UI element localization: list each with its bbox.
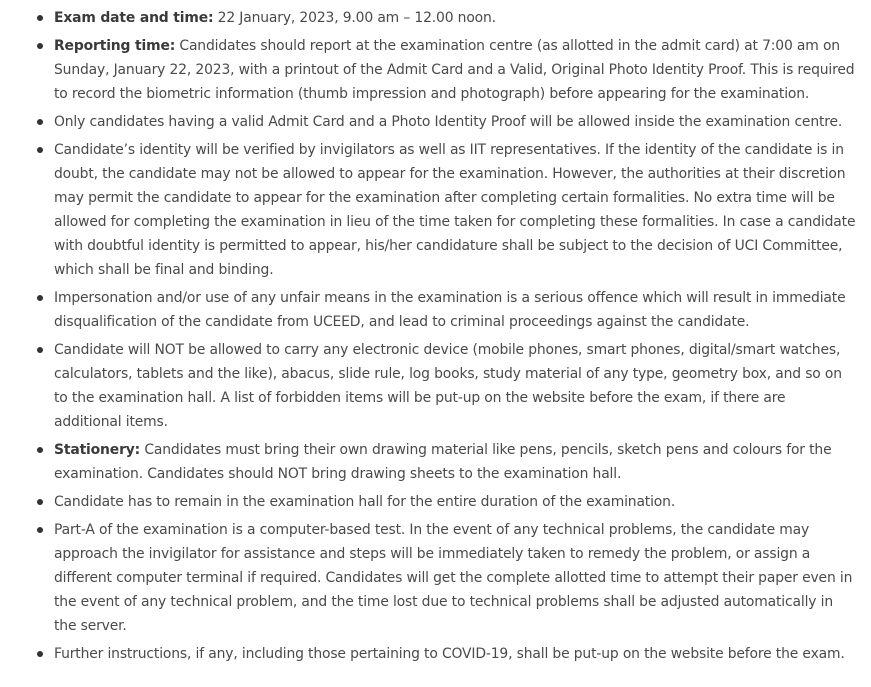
- item-text: Impersonation and/or use of any unfair means in the examination is a serious offence which will result in immediate disqualification of the candidate from UCEED, and lead to criminal proceedings against the candidate.: [54, 290, 846, 330]
- item-text: Candidates should report at the examination centre (as allotted in the admit card) at 7:00 am on Sunday, January 22, 2023, with a printout of the Admit Card and a Valid, Original Photo Identity Proof. This is required to record the biometric information (thumb impression and photograph) before appearing for the examination.: [54, 38, 855, 102]
- item-text: Candidate’s identity will be verified by invigilators as well as IIT representatives. If the identity of the candidate is in doubt, the candidate may not be allowed to appear for the examination. However, the authorities at their discretion may permit the candidate to appear for the examination after completing certain formalities. No extra time will be allowed for completing the examination in lieu of the time taken for completing these formalities. In case a candidate with doubtful identity is permitted to appear, his/her candidature shall be subject to the decision of UCI Committee, which shall be final and binding.: [54, 142, 856, 278]
- list-item: [54, 438, 857, 486]
- list-item: [54, 490, 857, 514]
- item-text: Only candidates having a valid Admit Card and a Photo Identity Proof will be allowed inside the examination centre.: [54, 114, 843, 130]
- item-text: Further instructions, if any, including those pertaining to COVID-19, shall be put-up on the website before the exam.: [54, 646, 845, 662]
- list-item: [54, 518, 857, 638]
- item-lead: Stationery:: [54, 442, 141, 458]
- item-lead: Reporting time:: [54, 38, 176, 54]
- list-item: [54, 110, 857, 134]
- list-item: [54, 138, 857, 282]
- item-lead: Exam date and time:: [54, 10, 214, 26]
- list-item: [54, 286, 857, 334]
- item-text: Candidate will NOT be allowed to carry any electronic device (mobile phones, smart phones, digital/smart watches, calculators, tablets and the like), abacus, slide rule, log books, study material of any type, geometry box, and so on to the examination hall. A list of forbidden items will be put-up on the website before the exam, if there are additional items.: [54, 342, 842, 430]
- item-text: 22 January, 2023, 9.00 am – 12.00 noon.: [213, 10, 496, 26]
- list-item: [54, 34, 857, 106]
- list-item: [54, 6, 857, 30]
- list-item: [54, 338, 857, 434]
- item-text: Part-A of the examination is a computer-based test. In the event of any technical problems, the candidate may approach the invigilator for assistance and steps will be immediately taken to remedy the problem, or assign a different computer terminal if required. Candidates will get the complete allotted time to attempt their paper even in the event of any technical problem, and the time lost due to technical problems shall be adjusted automatically in the server.: [54, 522, 853, 634]
- list-item: [54, 642, 857, 666]
- item-text: Candidate has to remain in the examination hall for the entire duration of the examination.: [54, 494, 676, 510]
- item-text: Candidates must bring their own drawing material like pens, pencils, sketch pens and colours for the examination. Candidates should NOT bring drawing sheets to the examination hall.: [54, 442, 832, 482]
